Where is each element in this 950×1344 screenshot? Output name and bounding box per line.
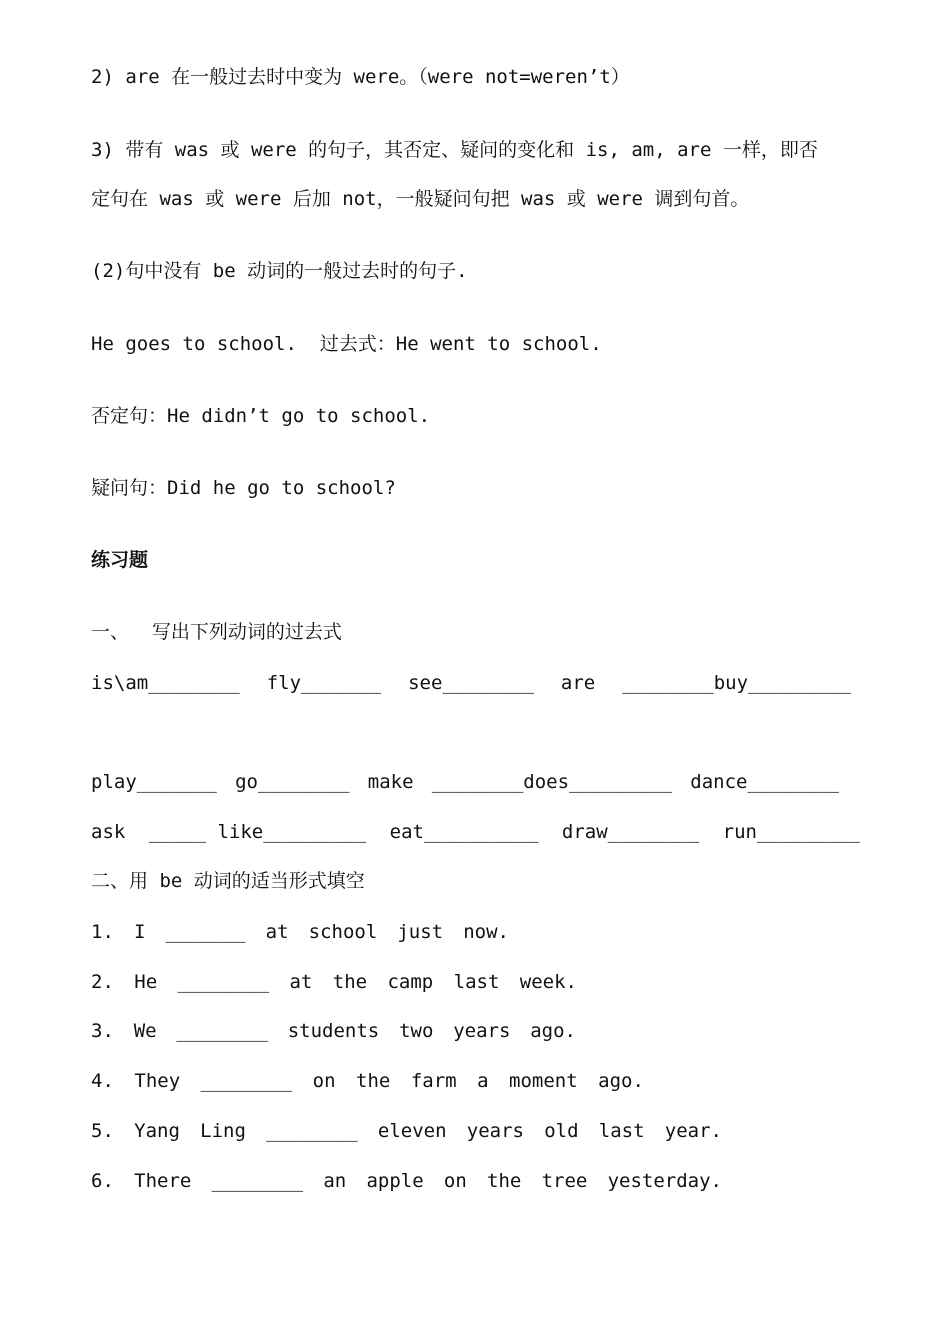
sentence-word: 6. — [91, 1170, 114, 1192]
sentence-word: camp — [387, 971, 434, 993]
sentence-word: There — [134, 1170, 192, 1192]
verb-blank: are — [560, 672, 596, 694]
sentence-word: on — [312, 1070, 336, 1092]
sentence-word: just — [397, 921, 444, 943]
sentence-1 — [91, 923, 509, 942]
sentence-word: farm — [410, 1070, 457, 1092]
sentence-word: two — [399, 1020, 434, 1042]
sentence-word: moment — [509, 1070, 578, 1092]
answer-blank: ________ — [177, 971, 270, 993]
sentence-word: school — [308, 921, 378, 943]
sentence-word: 1. — [91, 921, 114, 943]
sentence-word: I — [133, 921, 146, 943]
sentence-3 — [91, 1022, 576, 1041]
sentence-word: 4. — [91, 1070, 114, 1092]
sentence-word: the — [356, 1070, 391, 1092]
verb-blank: fly_______ — [266, 672, 382, 694]
sentence-6 — [91, 1172, 722, 1191]
sentence-word: Ling — [200, 1120, 246, 1142]
answer-blank: ________ — [266, 1120, 358, 1142]
grammar-negative: 否定句：He didn’t go to school. — [91, 405, 431, 427]
grammar-rule-3-line-1: 3) 带有 was 或 were 的句子，其否定、疑问的变化和 is, am, are 一样，即否 — [91, 139, 818, 161]
sentence-word: He — [134, 971, 158, 993]
verb-blank: dance________ — [690, 771, 839, 793]
grammar-example: He goes to school. 过去式：He went to school. — [91, 333, 602, 355]
section-1-title: 一、 写出下列动词的过去式 — [91, 621, 342, 643]
grammar-subsection-2: (2)句中没有 be 动词的一般过去时的句子. — [91, 260, 468, 282]
verb-blank: draw________ — [561, 821, 700, 843]
exercises-heading: 练习题 — [91, 549, 149, 571]
sentence-word: They — [134, 1070, 181, 1092]
sentence-word: ago. — [598, 1070, 644, 1092]
sentence-word: eleven — [377, 1120, 447, 1142]
sentence-2 — [91, 973, 577, 992]
verb-blank: run_________ — [722, 821, 860, 843]
sentence-word: tree — [541, 1170, 588, 1192]
sentence-word: ago. — [530, 1020, 576, 1042]
verb-blank: ________does_________ — [431, 771, 673, 793]
sentence-word: apple — [366, 1170, 424, 1192]
sentence-word: years — [453, 1020, 511, 1042]
grammar-question: 疑问句：Did he go to school? — [91, 477, 396, 499]
grammar-rule-3-line-2: 定句在 was 或 were 后加 not，一般疑问句把 was 或 were 调到句首。 — [91, 188, 750, 210]
sentence-word: We — [133, 1020, 157, 1042]
sentence-word: a — [477, 1070, 489, 1092]
verb-blank: _____ like_________ — [148, 821, 367, 843]
sentence-word: yesterday. — [607, 1170, 722, 1192]
verb-blank: play_______ — [91, 771, 217, 793]
verb-row-1 — [91, 674, 851, 693]
sentence-word: old — [544, 1120, 579, 1142]
answer-blank: ________ — [200, 1070, 293, 1092]
sentence-word: at — [265, 921, 289, 943]
verb-blank: eat__________ — [389, 821, 539, 843]
section-2-title: 二、用 be 动词的适当形式填空 — [91, 870, 365, 892]
sentence-word: an — [323, 1170, 347, 1192]
verb-blank: ________buy_________ — [622, 672, 851, 694]
answer-blank: ________ — [176, 1020, 268, 1042]
verb-blank: make — [367, 771, 414, 793]
sentence-4 — [91, 1072, 644, 1091]
verb-blank: ask — [91, 821, 126, 843]
verb-blank: is\am________ — [91, 672, 240, 694]
sentence-word: last — [598, 1120, 645, 1142]
sentence-word: 5. — [91, 1120, 114, 1142]
verb-blank: see________ — [408, 672, 534, 694]
sentence-word: now. — [463, 921, 509, 943]
sentence-word: students — [287, 1020, 380, 1042]
sentence-word: on — [443, 1170, 467, 1192]
sentence-word: 3. — [91, 1020, 114, 1042]
sentence-word: the — [332, 971, 368, 993]
sentence-word: 2. — [91, 971, 114, 993]
sentence-word: year. — [664, 1120, 722, 1142]
sentence-word: week. — [519, 971, 577, 993]
grammar-rule-2: 2) are 在一般过去时中变为 were。（were not=weren’t） — [91, 66, 630, 88]
sentence-word: Yang — [134, 1120, 180, 1142]
sentence-5 — [91, 1122, 722, 1141]
sentence-word: at — [289, 971, 313, 993]
verb-row-3 — [91, 823, 860, 842]
verb-blank: go________ — [235, 771, 350, 793]
answer-blank: ________ — [211, 1170, 304, 1192]
answer-blank: _______ — [165, 921, 246, 943]
sentence-word: last — [453, 971, 500, 993]
sentence-word: the — [487, 1170, 522, 1192]
verb-row-2 — [91, 773, 839, 792]
sentence-word: years — [466, 1120, 524, 1142]
